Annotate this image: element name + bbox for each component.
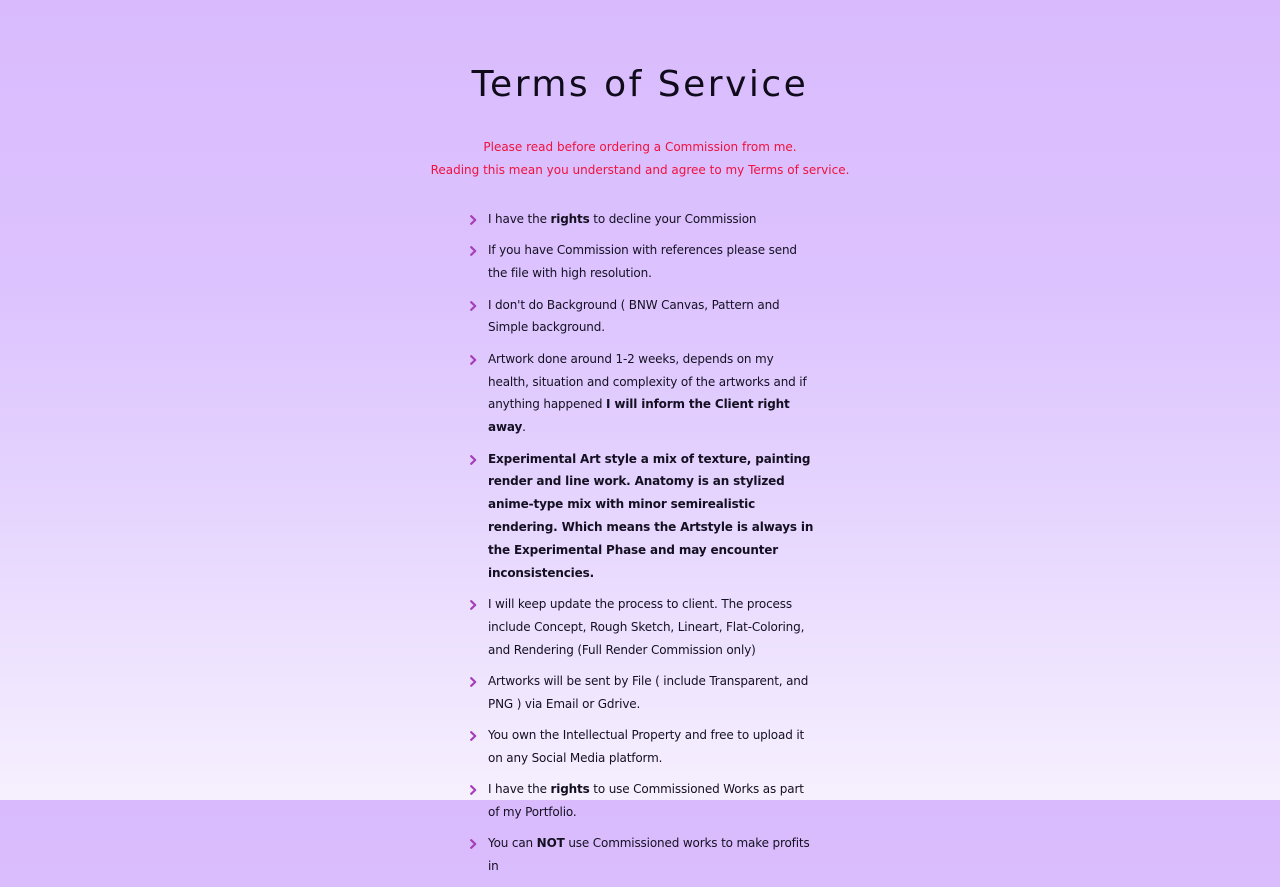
terms-list-item-8 — [466, 724, 816, 770]
terms-list-item-4 — [466, 348, 816, 439]
text-segment: You can — [488, 836, 537, 851]
chevron-right-icon — [470, 839, 477, 849]
chevron-right-icon — [470, 677, 477, 687]
text-segment: I have the — [488, 212, 551, 226]
terms-item-text — [488, 674, 808, 711]
terms-list-item-1 — [466, 208, 816, 231]
text-segment: You own the Intellectual Property and free to upload it on any Social Media platform. — [488, 728, 805, 765]
text-segment: I will keep update the process to client. The process include Concept, Rough Sketch, Lineart, Flat-Coloring, and Rendering (Full Render Commission only) — [488, 596, 805, 657]
terms-list — [466, 208, 816, 887]
emphasized-text: rights — [550, 782, 590, 797]
text-segment: Artworks will be sent by File ( include Transparent, and PNG ) via Email or Gdrive. — [488, 673, 809, 711]
terms-list-item-7 — [466, 670, 816, 716]
text-segment: . — [522, 420, 526, 435]
text-segment: use Commissioned works to make profits in — [488, 836, 810, 874]
terms-item-text — [488, 836, 810, 873]
chevron-right-icon — [470, 455, 477, 465]
terms-list-item-6 — [466, 593, 816, 661]
chevron-right-icon — [470, 215, 477, 225]
chevron-right-icon — [470, 785, 477, 795]
text-segment: to use Commissioned Works as part of my Portfolio. — [488, 782, 804, 820]
notice-line-2: Reading this mean you understand and agree to my Terms of service. — [430, 163, 850, 177]
terms-list-item-9 — [466, 778, 816, 824]
emphasized-text: I will inform the Client right away — [488, 397, 790, 435]
notice-text — [0, 136, 1280, 182]
text-segment: Artwork done around 1-2 weeks, depends on my health, situation and complexity of the artworks and if anything happened — [488, 351, 807, 412]
chevron-right-icon — [470, 731, 477, 741]
terms-list-item-5 — [466, 448, 816, 585]
terms-item-text — [488, 597, 804, 657]
terms-list-item-10 — [466, 832, 816, 878]
emphasized-text: NOT — [536, 836, 565, 851]
terms-item-text — [488, 298, 780, 335]
terms-item-text — [488, 452, 813, 580]
text-segment: I don't do Background ( BNW Canvas, Pattern and Simple background. — [488, 297, 780, 335]
page-title: Terms of Service — [471, 64, 809, 105]
notice-line-1: Please read before ordering a Commission from me. — [483, 140, 797, 154]
terms-item-text — [488, 352, 807, 434]
text-segment: I have the — [488, 782, 551, 797]
terms-item-text — [488, 243, 797, 280]
chevron-right-icon — [470, 355, 477, 365]
terms-list-item-3 — [466, 294, 816, 340]
terms-list-item-2 — [466, 239, 816, 285]
terms-item-text — [488, 728, 804, 765]
text-segment: If you have Commission with references please send the file with high resolution. — [488, 243, 797, 281]
terms-item-text — [488, 212, 756, 226]
emphasized-text: Experimental Art style a mix of texture, painting render and line work. Anatomy is an stylized anime-type mix with minor semirealistic rendering. Which means the Artstyle is always in the Experimental Phase and may encounter inconsistencies. — [488, 451, 814, 580]
terms-item-text — [488, 782, 804, 819]
chevron-right-icon — [470, 246, 477, 256]
emphasized-text: rights — [550, 212, 590, 226]
chevron-right-icon — [470, 301, 477, 311]
text-segment: to decline your Commission — [589, 212, 757, 226]
chevron-right-icon — [470, 600, 477, 610]
